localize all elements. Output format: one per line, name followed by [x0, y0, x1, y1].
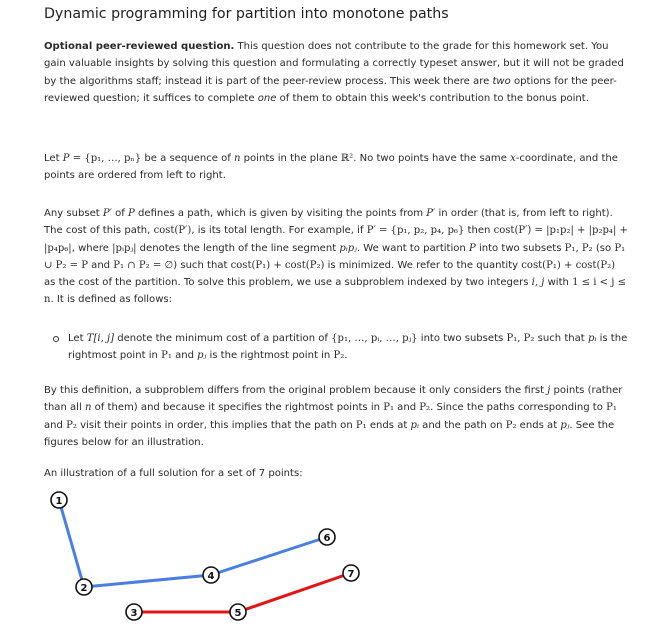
- node-7: [343, 565, 359, 581]
- points-paragraph: Let P = {p₁, …, pₙ} be a sequence of n points in the plane ℝ². No two points have the same x-coordinate, and the points are ordered from left to right.: [44, 153, 618, 182]
- path-p1: [59, 500, 327, 587]
- svg-text:6: 6: [323, 533, 331, 544]
- svg-text:3: 3: [130, 608, 138, 619]
- page-title: Dynamic programming for partition into monotone paths: [44, 6, 449, 22]
- intro-bold: Optional peer-reviewed question.: [44, 41, 235, 52]
- definition-paragraph: By this definition, a subproblem differs from the original problem because it only considers the first j points (rather than all n of them) and because it specifies the rightmost points in P₁ and P₂. Since the paths corresponding to P₁ and P₂ visit their points in order, this implies that the path on P₁ ends at pᵢ and the path on P₂ ends at pⱼ. See the figures below for an illustration.: [44, 385, 623, 448]
- svg-text:7: 7: [347, 569, 355, 580]
- edge-2-4: [84, 575, 211, 587]
- subset-paragraph: Any subset P′ of P defines a path, which is given by visiting the points from P′ in order (that is, from left to right). The cost of this path, cost(P′), is its total length. For example, if P′ = {p₁, p₂, p₄, p₆} then cost(P′) = |p₁p₂| + |p₂p₄| + |p₄p₆|, where |pᵢpⱼ| denotes the length of the line segment pᵢpⱼ. We want to partition P into two subsets P₁, P₂ (so P₁ ∪ P₂ = P and P₁ ∩ P₂ = ∅) such that cost(P₁) + cost(P₂) is minimized. We refer to the quantity cost(P₁) + cost(P₂) as the cost of the partition. To solve this problem, we use a subproblem indexed by two integers i, j with 1 ≤ i < j ≤ n. It is defined as follows:: [44, 208, 628, 306]
- list-item: Let T[i, j] denote the minimum cost of a partition of {p₁, …, pᵢ, …, pⱼ} into two subsets P₁, P₂ such that pᵢ is the rightmost point in P₁ and pⱼ is the rightmost point in P₂.: [44, 330, 629, 365]
- node-3: [126, 604, 142, 620]
- illustration-caption: An illustration of a full solution for a set of 7 points:: [44, 468, 303, 479]
- node-6: [319, 529, 335, 545]
- edge-4-6: [211, 537, 327, 575]
- node-1: [51, 492, 67, 508]
- node-2: [76, 579, 92, 595]
- svg-text:1: 1: [55, 496, 63, 507]
- edge-1-2: [59, 500, 84, 587]
- node-4: [203, 567, 219, 583]
- node-5: [230, 604, 246, 620]
- svg-text:5: 5: [234, 608, 242, 619]
- svg-text:4: 4: [207, 571, 215, 582]
- intro-paragraph: Optional peer-reviewed question. This question does not contribute to the grade for this homework set. You gain valuable insights by solving this question and formulating a correctly typeset answer, but it will not be graded by the algorithms staff; instead it is part of the peer-review process. This week there are two options for the peer-reviewed question; it suffices to complete one of them to obtain this week's contribution to the bonus point.: [44, 41, 624, 104]
- svg-text:2: 2: [80, 583, 88, 594]
- edge-5-7: [238, 573, 351, 612]
